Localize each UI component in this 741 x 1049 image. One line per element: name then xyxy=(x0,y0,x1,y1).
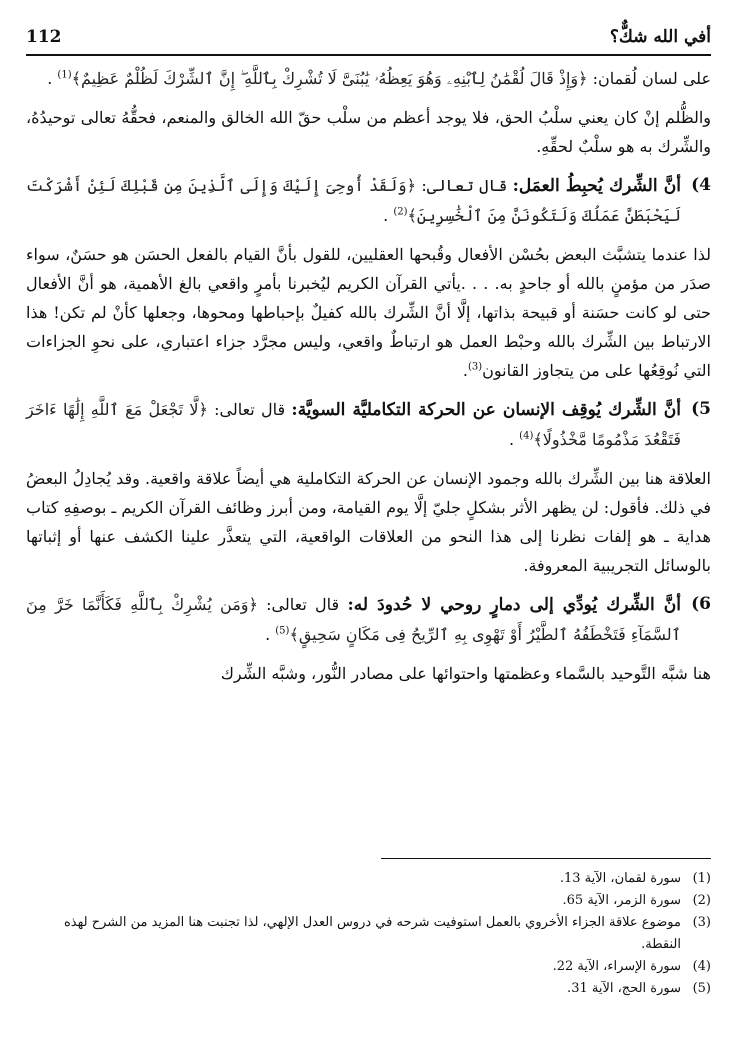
footnote xyxy=(26,956,711,978)
paragraph-text: على لسان لُقمان: xyxy=(587,69,711,88)
footnote-divider xyxy=(381,858,711,859)
item-text: أنَّ الشِّرك يُحبِطُ العمَل: قال تعالى: ﴿وَلَقَدْ أُوحِىَ إِلَيْكَ وَإِلَى ٱلَّذِينَ مِن قَبْلِكَ لَئِنْ أَشْرَكْتَ لَيَحْبَطَنَّ عَمَلُكَ وَلَتَكُونَنَّ مِنَ ٱلْخَٰسِرِينَ﴾$^{(2)}$ . xyxy=(26,176,682,225)
body-text xyxy=(26,64,711,698)
item-heading: أنَّ الشِّرك يُحبِطُ العمَل: xyxy=(512,176,682,196)
item-text: أنَّ الشِّرك يُوقِف الإنسان عن الحركة التكامليَّة السويَّة: قال تعالى: ﴿لَّا تَجْعَلْ مَعَ ٱللَّهِ إِلَٰهًا ءَاخَرَ فَتَقْعُدَ مَذْمُومًا مَّخْذُولًا﴾$^{(4)}$ . xyxy=(26,400,682,449)
item-heading: أنَّ الشِّرك يُودِّي إلى دمارٍ روحي لا حُدودَ له: xyxy=(347,595,681,615)
footnote xyxy=(26,868,711,890)
footnote xyxy=(26,890,711,912)
footnote-text: سورة الإسراء، الآية 22. xyxy=(552,959,681,974)
footnotes xyxy=(26,858,711,1000)
item-intro: قال تعالى: xyxy=(257,595,348,614)
item-number: 4) xyxy=(691,175,711,195)
footnote-number: (3) xyxy=(692,915,711,930)
footnote-ref: (5) xyxy=(275,625,290,637)
running-title: أفي الله شكٌّ؟ xyxy=(609,27,711,47)
paragraph: على لسان لُقمان: ﴿وَإِذْ قَالَ لُقْمَٰنُ لِٱبْنِهِۦ وَهُوَ يَعِظُهُۥ يَٰبُنَىَّ لَا تُشْرِكْ بِٱللَّهِ ۖ إِنَّ ٱلشِّرْكَ لَظُلْمٌ عَظِيمٌ﴾$^{(1)}$ . xyxy=(47,69,711,88)
item-intro: قال تعالى: xyxy=(207,400,292,419)
footnote-ref: (3) xyxy=(467,361,483,373)
page-header xyxy=(26,20,711,56)
quran-verse: ﴿وَإِذْ قَالَ لُقْمَٰنُ لِٱبْنِهِۦ وَهُوَ يَعِظُهُۥ يَٰبُنَىَّ لَا تُشْرِكْ بِٱللَّهِ ۖ إِنَّ ٱلشِّرْكَ لَظُلْمٌ عَظِيمٌ﴾ xyxy=(71,69,588,88)
quran-verse: ﴿وَلَقَدْ أُوحِىَ إِلَيْكَ وَإِلَى ٱلَّذِينَ مِن قَبْلِكَ لَئِنْ أَشْرَكْتَ لَيَحْبَطَنَّ عَمَلُكَ وَلَتَكُونَنَّ مِنَ ٱلْخَٰسِرِينَ﴾ xyxy=(26,176,681,225)
footnote-text: سورة لقمان، الآية 13. xyxy=(559,871,681,886)
footnote-text: موضوع علاقة الجزاء الأخروي بالعمل استوفيت شرحه في دروس العدل الإلهي، لذا تجنبت هنا المزيد من الشرح لهذه النقطة. xyxy=(63,915,681,952)
numbered-item xyxy=(26,590,711,649)
footnote-text: سورة الحج، الآية 31. xyxy=(567,981,681,996)
quran-verse: ﴿لَّا تَجْعَلْ مَعَ ٱللَّهِ إِلَٰهًا ءَاخَرَ فَتَقْعُدَ مَذْمُومًا مَّخْذُولًا﴾ xyxy=(26,400,681,449)
paragraph: هنا شبَّه التَّوحيد بالسَّماء وعظمتها واحتوائها على مصادر النُّور، وشبَّه الشِّرك xyxy=(220,664,711,683)
footnote xyxy=(26,912,711,956)
paragraph: العلاقة هنا بين الشِّرك بالله وجمود الإنسان عن الحركة التكاملية هي أيضاً علاقة واقعية. وقد يُجادِلُ البعضُ في ذلك. فأقول: لن يظهر الأثر بشكلٍ جليّ إلَّا يوم القيامة، ومن أبرز وظائف القرآن الكريم ـ بوصفِهِ كتاب هداية ـ هو إلفات نظرنا إلى هذا النحو من العلاقات الواقعية، التي يتعذَّر علينا الكشف عنها أو إثباتها بالوسائل التجريبية المعروفة. xyxy=(26,469,711,575)
footnote-number: (5) xyxy=(692,981,711,996)
footnote-ref: (2) xyxy=(393,206,408,218)
item-number: 6) xyxy=(691,594,711,614)
page-number: 112 xyxy=(26,27,62,47)
footnote-number: (2) xyxy=(692,893,711,908)
quran-verse: ﴿وَمَن يُشْرِكْ بِٱللَّهِ فَكَأَنَّمَا خَرَّ مِنَ ٱلسَّمَآءِ فَتَخْطَفُهُ ٱلطَّيْرُ أَوْ تَهْوِى بِهِ ٱلرِّيحُ فِى مَكَانٍ سَحِيقٍ﴾ xyxy=(26,595,681,644)
item-intro: قال تعالى: xyxy=(416,176,513,195)
item-heading: أنَّ الشِّرك يُوقِف الإنسان عن الحركة التكامليَّة السويَّة: xyxy=(291,400,682,420)
item-number: 5) xyxy=(691,399,711,419)
paragraph: لذا عندما يتشبَّث البعض بحُسْن الأفعال وقُبحها العقليين، للقول بأنَّ القيام بالفعل الحسَن هو حسَنٌ، سواء صدَر من مؤمنٍ بالله أو جاحدٍ به. . . .يأتي القرآن الكريم ليُخبرنا بأمرٍ واقعي بالغ الأهمية، هو أنَّ الأفعال حتى لو كانت حسَنة أو قبيحة بذاتها، إلَّا أنَّ الشِّرك بالله كفيلٌ بإحباطها ومحوها، وجعلها كأنْ لم تكن! هذا الارتباط بين الشِّرك بالله وحبْط العمل هو ارتباطٌ واقعي، وليس مجرَّد جزاء اعتباري، على نحوِ الجزاءات التي نُوقِعُها على من يتجاوز القانون$^{(3)}$. xyxy=(26,245,711,380)
footnote xyxy=(26,978,711,1000)
paragraph-text: لذا عندما يتشبَّث البعض بحُسْن الأفعال وقُبحها العقليين، للقول بأنَّ القيام بالفعل الحسَن هو حسَنٌ، سواء صدَر من مؤمنٍ بالله أو جاحدٍ به. . . .يأتي القرآن الكريم ليُخبرنا بأمرٍ واقعي بالغ الأهمية، هو أنَّ الأفعال حتى لو كانت حسَنة أو قبيحة بذاتها، إلَّا أنَّ الشِّرك بالله كفيلٌ بإحباطها ومحوها، وجعلها كأنْ لم تكن! هذا الارتباط بين الشِّرك بالله وحبْط العمل هو ارتباطٌ واقعي، وليس مجرَّد جزاء اعتباري، على نحوِ الجزاءات التي نُوقِعُها على من يتجاوز القانون xyxy=(26,245,711,380)
paragraph: والظُّلم إنْ كان يعني سلْبُ الحق، فلا يوجد أعظم من سلْب حقّ الله الخالق والمنعم، فحقُّهُ تعالى توحيدُهُ، والشِّرك به هو سلْبٌ لحقِّهِ. xyxy=(26,108,711,156)
numbered-item xyxy=(26,395,711,454)
footnote-ref: (1) xyxy=(57,69,72,81)
footnote-number: (4) xyxy=(692,959,711,974)
footnote-text: سورة الزمر، الآية 65. xyxy=(562,893,681,908)
numbered-item xyxy=(26,171,711,230)
footnote-number: (1) xyxy=(692,871,711,886)
footnote-list xyxy=(26,858,711,1000)
footnote-ref: (4) xyxy=(519,430,534,442)
item-text: أنَّ الشِّرك يُودِّي إلى دمارٍ روحي لا حُدودَ له: قال تعالى: ﴿وَمَن يُشْرِكْ بِٱللَّهِ فَكَأَنَّمَا خَرَّ مِنَ ٱلسَّمَآءِ فَتَخْطَفُهُ ٱلطَّيْرُ أَوْ تَهْوِى بِهِ ٱلرِّيحُ فِى مَكَانٍ سَحِيقٍ﴾$^{(5)}$ . xyxy=(26,595,681,644)
